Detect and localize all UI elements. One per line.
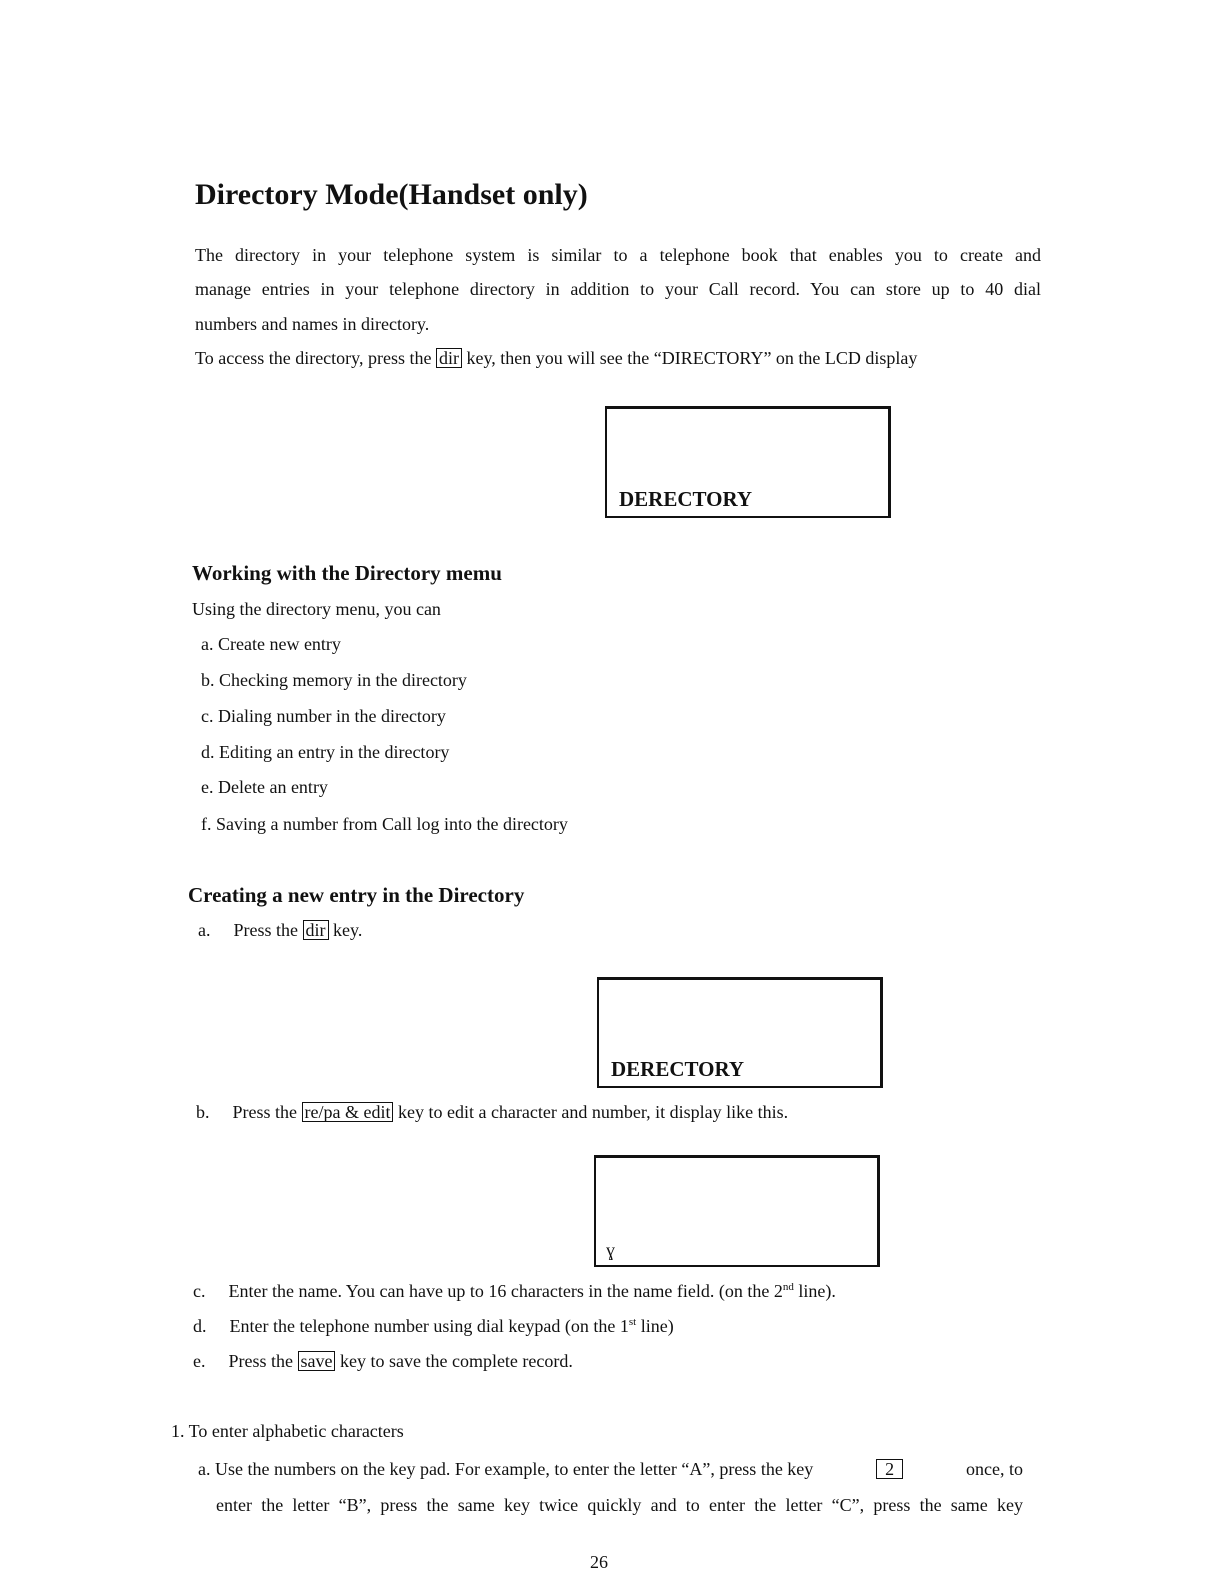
alpha-heading: 1. To enter alphabetic characters (171, 1421, 404, 1441)
step-a-marker: a. (198, 920, 211, 940)
step-a-pre: Press the (233, 920, 298, 940)
page-number: 26 (590, 1552, 608, 1572)
lcd-display-3 (594, 1155, 880, 1267)
step-d (193, 1315, 674, 1337)
lcd-display-2-text: DERECTORY (611, 1057, 745, 1081)
step-d-post: line) (636, 1316, 674, 1336)
menu-item: d. Editing an entry in the directory (201, 742, 450, 762)
alpha-line-1-post: once, to (966, 1459, 1023, 1479)
menu-item: e. Delete an entry (201, 777, 328, 797)
intro-line-1: The directory in your telephone system is similar to a telephone book that enables you to create and (195, 245, 1041, 265)
menu-item: f. Saving a number from Call log into the directory (201, 814, 568, 834)
step-c-sup: nd (782, 1281, 794, 1293)
step-b-marker: b. (196, 1102, 210, 1122)
step-a-post: key. (333, 920, 363, 940)
intro-line-3: numbers and names in directory. (195, 314, 430, 334)
step-e-post: key to save the complete record. (339, 1351, 573, 1371)
step-d-marker: d. (193, 1316, 207, 1336)
step-d-sup: st (628, 1316, 637, 1328)
step-d-pre: Enter the telephone number using dial keypad (on the 1 (229, 1316, 629, 1336)
alpha-line-1-pre: a. Use the numbers on the key pad. For example, to enter the letter “A”, press the key (198, 1459, 814, 1479)
step-e-pre: Press the (228, 1351, 293, 1371)
menu-item: b. Checking memory in the directory (201, 670, 467, 690)
alpha-line-1 (198, 1458, 1023, 1480)
menu-item: a. Create new entry (201, 634, 341, 654)
alpha-line-2: enter the letter “B”, press the same key twice quickly and to enter the letter “C”, press the same key (216, 1495, 1023, 1515)
creating-heading: Creating a new entry in the Directory (188, 883, 525, 907)
menu-item: c. Dialing number in the directory (201, 706, 446, 726)
lcd-display-1 (605, 406, 891, 518)
dir-key: dir (436, 348, 462, 368)
step-e-marker: e. (193, 1351, 206, 1371)
lcd-display-1-text: DERECTORY (619, 487, 753, 511)
step-c-pre: Enter the name. You can have up to 16 characters in the name field. (on the 2 (228, 1281, 783, 1301)
lcd-display-2 (597, 977, 883, 1088)
step-b-pre: Press the (232, 1102, 297, 1122)
key-2: 2 (876, 1459, 903, 1479)
lcd-cursor: ɣ (606, 1240, 615, 1260)
save-key: save (298, 1351, 336, 1371)
dir-key: dir (303, 920, 329, 940)
working-lead: Using the directory menu, you can (192, 599, 441, 619)
step-c (193, 1280, 836, 1302)
access-text-post: key, then you will see the “DIRECTORY” on the LCD display (466, 348, 918, 368)
access-text-pre: To access the directory, press the (195, 348, 432, 368)
page-title: Directory Mode(Handset only) (195, 178, 588, 211)
re-pa-edit-key: re/pa & edit (302, 1102, 394, 1122)
working-heading: Working with the Directory memu (192, 561, 502, 585)
step-b-post: key to edit a character and number, it display like this. (397, 1102, 789, 1122)
intro-line-2: manage entries in your telephone directory in addition to your Call record. You can store up to 40 dial (195, 279, 1041, 299)
step-a (198, 919, 362, 941)
step-b (196, 1101, 788, 1123)
access-instruction (195, 347, 917, 369)
step-c-marker: c. (193, 1281, 206, 1301)
step-c-post: line). (793, 1281, 836, 1301)
step-e (193, 1350, 573, 1372)
